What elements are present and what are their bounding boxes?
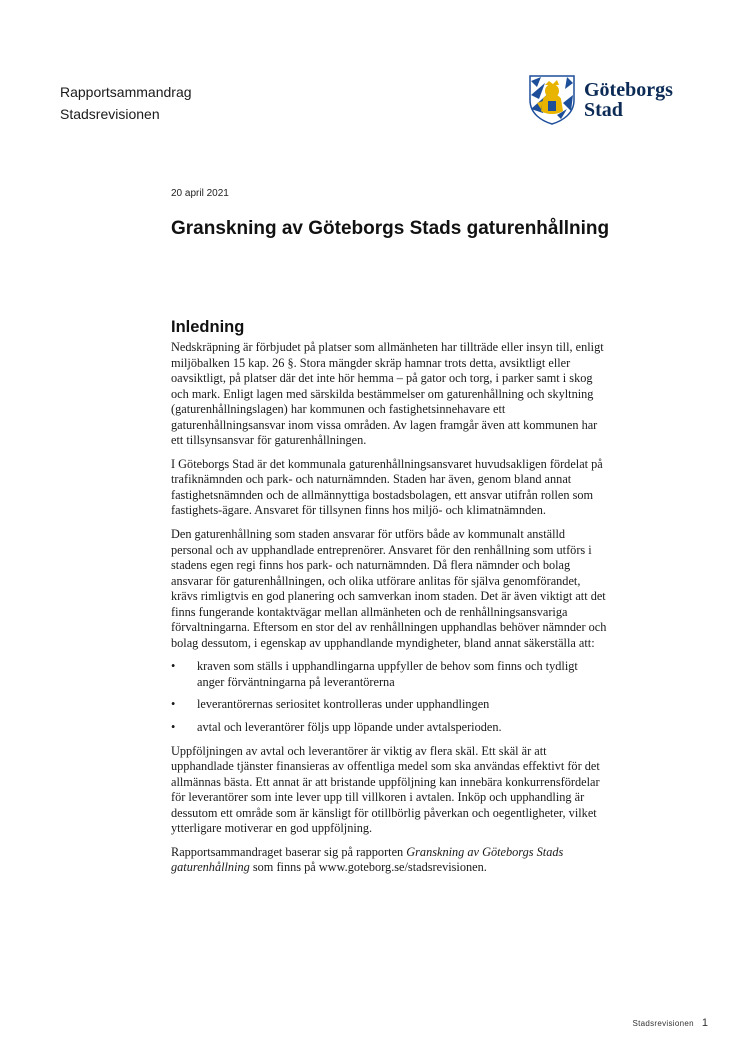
paragraph: Nedskräpning är förbjudet på platser som allmänheten har tillträde eller insyn till, enligt miljöbalken 15 kap. 26 §. Stora mängder skräp hamnar trots detta, avsiktligt eller oavsiktligt, på platser där det inte hör hemma – på gator och torg, i parker samt i skog och mark. Enligt lagen med särskilda bestämmelser om gaturenhållning och skyltning (gaturenhållningslagen) har kommunen och fastighetsinnehavare ett gaturenhållningsansvar inom vissa områden. Av lagen framgår även att kommunen har ett tillsynsansvar för gaturenhållningen. xyxy=(171,340,604,448)
report-header xyxy=(60,81,192,125)
list-item xyxy=(171,697,607,713)
list-item xyxy=(171,659,607,690)
paragraph: I Göteborgs Stad är det kommunala gaturenhållningsansvaret huvudsakligen fördelat på trafiknämnden och park- och naturnämnden. Staden har även, genom bland annat fastighetsnämnden och de allmännyttiga bostadsbolagen, ett ansvar utifrån rollen som fastighets-ägare. Ansvaret för tillsynen finns hos miljö- och klimatnämnden. xyxy=(171,456,603,518)
list-item-text: leverantörernas seriositet kontrolleras under upphandlingen xyxy=(197,697,490,712)
list-item-text: kraven som ställs i upphandlingarna uppfyller de behov som finns och tydligt anger förväntningarna på leverantörerna xyxy=(197,659,578,689)
logo-wordmark xyxy=(584,80,673,120)
requirements-list xyxy=(171,659,607,735)
page-number: 1 xyxy=(701,1017,708,1029)
logo-line-2: Stad xyxy=(584,99,623,121)
closing-paragraph xyxy=(171,845,607,876)
goteborg-coat-of-arms-icon xyxy=(527,73,577,125)
closing-text-start: Rapportsammandraget baserar sig på rapporten xyxy=(171,844,407,859)
document-date: 20 april 2021 xyxy=(171,188,229,199)
organization-name: Stadsrevisionen xyxy=(60,106,160,122)
paragraph: Uppföljningen av avtal och leverantörer är viktig av flera skäl. Ett skäl är att upphandlade tjänster finansieras av offentliga medel som ska användas effektivt för det allmännas bästa. Ett annat är att bristande uppföljning kan innebära konkurrensfördelar för leverantörer som inte lever upp till villkoren i avtalen. Inköp och upphandling är dessutom ett område som är känsligt för otillbörlig påverkan och oegentligheter, vilket ytterligare motiverar en god uppföljning. xyxy=(171,743,600,836)
section-heading: Inledning xyxy=(171,318,245,336)
document-title: Granskning av Göteborgs Stads gaturenhållning xyxy=(171,218,610,239)
bullet: • xyxy=(171,659,176,674)
footer-name: Stadsrevisionen xyxy=(632,1019,694,1028)
list-item xyxy=(171,720,607,736)
report-type: Rapportsammandrag xyxy=(60,84,192,100)
logo-line-1: Göteborgs xyxy=(584,79,673,101)
body-text xyxy=(171,340,607,884)
bullet: • xyxy=(171,697,176,712)
bullet: • xyxy=(171,720,176,735)
report-title-reference: Granskning av Göteborgs Stads gaturenhållning xyxy=(171,844,564,875)
paragraph: Den gaturenhållning som staden ansvarar för utförs både av kommunalt anställd personal och av upphandlade entreprenörer. Ansvaret för den renhållning som utförs i stadens egen regi finns hos park- och naturnämnden. Då flera nämnder och bolag ansvarar för gaturenhållningen, och olika utförare anlitas för själva genomförandet, krävs rimligtvis en god planering och samverkan inom staden. Det är även viktigt att det finns fungerande kontaktvägar mellan allmänheten och de renhållningsansvariga förvaltningarna. Eftersom en stor del av renhållningen upphandlas behöver nämnder och bolag dessutom, i egenskap av upphandlande myndigheter, bland annat säkerställa att: xyxy=(171,527,607,650)
page-footer xyxy=(632,1013,708,1031)
list-item-text: avtal och leverantörer följs upp löpande under avtalsperioden. xyxy=(197,720,502,735)
goteborgs-stad-logo xyxy=(527,73,687,129)
closing-text-end: som finns på www.goteborg.se/stadsrevisionen. xyxy=(249,860,487,875)
